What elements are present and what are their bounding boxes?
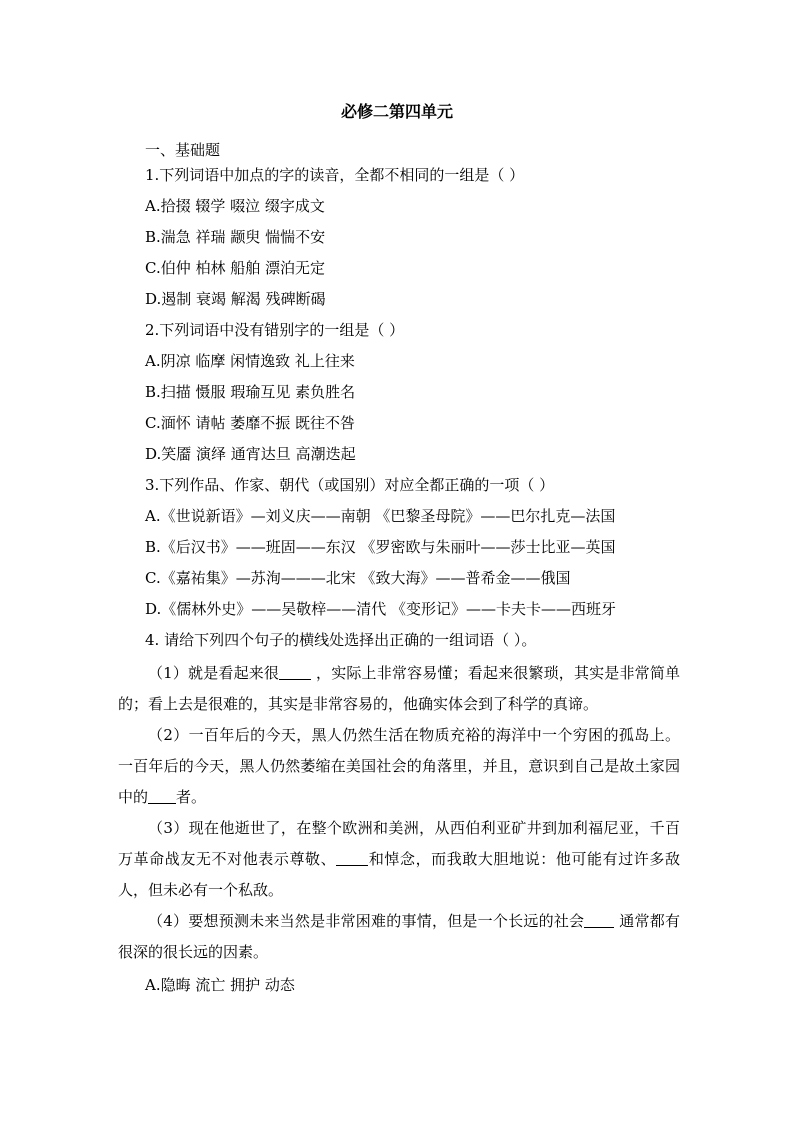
q4-sentence-2-after: 者。 xyxy=(176,788,207,806)
q4-sentence-1-after: ，实际上非常容易懂；看起来很繁琐，其实是非常简单的；看上去是很难的，其实是非常容易的，他确实体会到了科学的真谛。 xyxy=(118,664,680,713)
q3-option-c: C.《嘉祐集》—苏洵———北宋 《致大海》——普希金——俄国 xyxy=(145,569,571,587)
q4-sentence-4 xyxy=(118,906,680,968)
q4-sentence-3 xyxy=(118,813,680,906)
q3-stem: 3.下列作品、作家、朝代（或国别）对应全都正确的一项（ ） xyxy=(145,476,555,494)
q2-option-b: B.扫描 慑服 瑕瑜互见 素负胜名 xyxy=(145,383,356,401)
q2-stem: 2.下列词语中没有错别字的一组是（ ） xyxy=(145,321,405,339)
q1-stem: 1.下列词语中加点的字的读音，全都不相同的一组是（ ） xyxy=(145,166,525,184)
section-heading: 一、基础题 xyxy=(145,141,221,159)
fill-blank xyxy=(584,912,614,928)
q3-option-b: B.《后汉书》——班固——东汉 《罗密欧与朱丽叶——莎士比亚—英国 xyxy=(145,538,616,556)
q1-option-d: D.遏制 衰竭 解渴 残碑断碣 xyxy=(145,290,326,308)
q4-option-a: A.隐晦 流亡 拥护 动态 xyxy=(145,976,295,994)
q4-sentence-4-before: （4）要想预测未来当然是非常困难的事情，但是一个长远的社会 xyxy=(148,912,585,930)
q1-option-b: B.湍急 祥瑞 颛臾 惴惴不安 xyxy=(145,228,326,246)
fill-blank xyxy=(336,850,368,866)
fill-blank xyxy=(148,788,176,804)
q4-sentence-3-after: 和悼念，而我敢大胆地说：他可能有过许多敌人，但未必有一个私敌。 xyxy=(118,850,680,899)
q2-option-d: D.笑靥 演绎 通宵达旦 高潮迭起 xyxy=(145,445,356,463)
q2-option-a: A.阴凉 临摩 闲情逸致 礼上往来 xyxy=(145,352,355,370)
q4-sentence-1 xyxy=(118,658,680,720)
q3-option-d: D.《儒林外史》——吴敬梓——清代 《变形记》——卡夫卡——西班牙 xyxy=(145,600,617,618)
q2-option-c: C.湎怀 请帖 萎靡不振 既往不咎 xyxy=(145,414,356,432)
q4-sentence-4-after: 通常都有很深的很长远的因素。 xyxy=(118,912,680,961)
page-title: 必修二第四单元 xyxy=(340,102,453,121)
q4-sentence-2-before: （2）一百年后的今天，黑人仍然生活在物质充裕的海洋中一个穷困的孤岛上。一百年后的今天，黑人仍然萎缩在美国社会的角落里，并且，意识到自己是故土家园中的 xyxy=(118,726,680,806)
q4-sentence-3-before: （3）现在他逝世了，在整个欧洲和美洲，从西伯利亚矿井到加利福尼亚，千百万革命战友无不对他表示尊敬、 xyxy=(118,819,680,868)
q1-option-a: A.拾掇 辍学 啜泣 缀字成文 xyxy=(145,197,325,215)
q4-stem: 4. 请给下列四个句子的横线处选择出正确的一组词语（ ）。 xyxy=(145,631,537,649)
q1-option-c: C.伯仲 柏林 船舶 漂泊无定 xyxy=(145,259,326,277)
q3-option-a: A.《世说新语》—刘义庆——南朝 《巴黎圣母院》——巴尔扎克—法国 xyxy=(145,507,616,525)
q4-sentence-2 xyxy=(118,720,680,813)
q4-sentence-1-before: （1）就是看起来很 xyxy=(148,664,280,682)
fill-blank xyxy=(279,664,311,680)
